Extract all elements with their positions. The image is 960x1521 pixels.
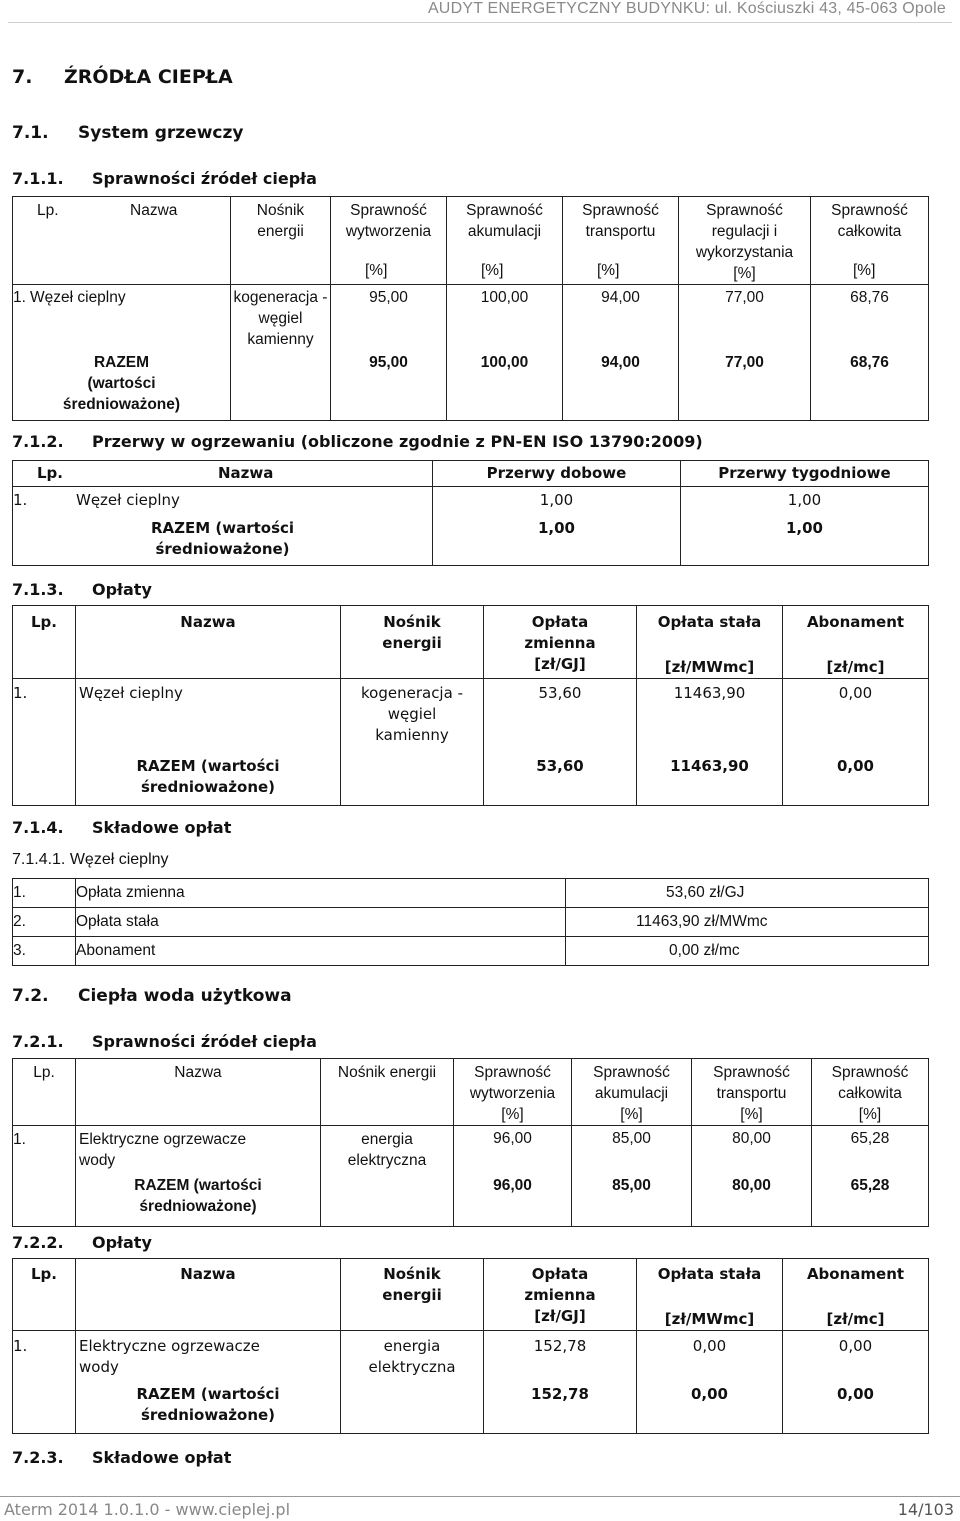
total-abonament: 0,00 [783,751,929,806]
unit-label: [zł/mc] [826,658,885,676]
subsection-number: 7.2. [12,986,49,1006]
row-akumulacji: 85,00 [572,1126,692,1172]
col-header-oplata-stala: Opłata stała [657,613,762,631]
col-header-nosnik: Nośnik energii [256,202,305,240]
subsection-title: Składowe opłat [92,1448,232,1467]
row-oplata-stala: 0,00 [637,1331,783,1381]
col-header-nosnik: Nośnik energii [382,613,442,652]
subsection-number: 7.1. [12,123,49,143]
unit-label: [%] [365,262,388,279]
total-akumulacji: 85,00 [572,1171,692,1226]
table-row [13,879,929,908]
table-row [13,1126,929,1172]
total-wytworzenia: 96,00 [454,1171,572,1226]
total-transportu: 94,00 [563,350,679,420]
row-wytworzenia: 95,00 [331,285,447,351]
subsection-title: Ciepła woda użytkowa [78,986,292,1006]
row-transportu: 80,00 [692,1126,812,1172]
table-total-row [13,350,929,420]
row-value: 53,60 zł/GJ [566,879,929,908]
fees-table [12,605,929,806]
total-regulacji: 77,00 [679,350,811,420]
row-nosnik: energia elektryczna [368,1337,456,1376]
fee-components-table [12,878,929,966]
col-header-lp: Lp. [37,464,63,482]
col-header-tygodniowe: Przerwy tygodniowe [681,461,929,487]
subsection-title: Opłaty [92,1233,152,1252]
col-header-regulacji: Sprawność regulacji i wykorzystania [%] [695,202,794,282]
section-number: 7. [12,66,33,88]
unit-label: [%] [853,262,876,279]
footer-software-credit: Aterm 2014 1.0.1.0 - www.cieplej.pl [4,1500,291,1519]
table-header-row [13,1259,929,1331]
col-header-dobowe: Przerwy dobowe [433,461,681,487]
row-label: Abonament [76,937,566,966]
total-transportu: 80,00 [692,1171,812,1226]
row-nazwa: Węzeł cieplny [30,289,126,306]
row-lp: 1. [13,879,76,908]
unit-label: [zł/MWmc] [664,658,755,676]
col-header-wytworzenia: Sprawność wytworzenia [345,202,432,240]
subsection-number: 7.1.3. [12,580,64,599]
subsection-number: 7.2.1. [12,1032,64,1051]
col-header-nazwa: Nazwa [218,464,274,482]
header-divider [8,22,952,23]
col-header-akumulacji: Sprawność akumulacji [466,202,543,240]
dhw-efficiency-table [12,1058,929,1227]
row-lp: 1. [13,289,26,306]
section-title: ŹRÓDŁA CIEPŁA [64,66,233,88]
table-header-row [13,197,929,285]
total-calkowita: 68,76 [811,350,929,420]
col-header-lp: Lp. [37,202,59,219]
total-label: RAZEM (wartości średnioważone) [150,518,295,558]
table-header-row [13,461,929,487]
footer-divider [0,1496,960,1497]
page-number: 14/103 [897,1500,954,1519]
row-lp: 1. [13,1126,76,1172]
total-label: RAZEM (wartości średnioważone) [134,1177,262,1215]
table-row [13,285,929,351]
row-oplata-zmienna: 53,60 [484,679,637,751]
total-calkowita: 65,28 [812,1171,929,1226]
unit-label: [%] [597,262,620,279]
table-header-row [13,606,929,679]
table-total-row [13,751,929,806]
row-nosnik: energia elektryczna [347,1131,427,1169]
col-header-wytworzenia: Sprawność wytworzenia [%] [469,1064,556,1123]
subsection-number: 7.2.3. [12,1448,64,1467]
row-akumulacji: 100,00 [447,285,563,351]
row-value: 0,00 zł/mc [566,937,929,966]
unit-label: [%] [481,262,504,279]
col-header-nazwa: Nazwa [76,606,341,679]
col-header-nazwa: Nazwa [76,1259,341,1331]
col-header-abonament: Abonament [806,1265,905,1283]
col-header-oplata-zmienna: Opłata zmienna [zł/GJ] [524,613,596,673]
total-oplata-zmienna: 152,78 [484,1381,637,1434]
row-wytworzenia: 96,00 [454,1126,572,1172]
subsection-title: Sprawności źródeł ciepła [92,1032,317,1051]
total-akumulacji: 100,00 [447,350,563,420]
col-header-oplata-zmienna: Opłata zmienna [zł/GJ] [524,1265,596,1325]
total-wytworzenia: 95,00 [331,350,447,420]
row-nazwa: Elektryczne ogrzewacze wody [79,1131,247,1169]
row-dobowe: 1,00 [433,487,681,514]
dhw-fees-table [12,1258,929,1434]
col-header-akumulacji: Sprawność akumulacji [%] [593,1064,670,1123]
col-header-lp: Lp. [13,1259,76,1331]
subsection-title: Składowe opłat [92,818,232,837]
row-nosnik: kogeneracja - węgiel kamienny [233,289,328,348]
sub-subsection-title: 7.1.4.1. Węzeł cieplny [12,851,169,868]
total-oplata-zmienna: 53,60 [484,751,637,806]
row-lp: 1. [13,679,76,751]
table-row [13,937,929,966]
total-label: RAZEM (wartości średnioważone) [136,756,280,796]
row-transportu: 94,00 [563,285,679,351]
row-value: 11463,90 zł/MWmc [566,908,929,937]
col-header-transportu: Sprawność transportu [%] [713,1064,790,1123]
row-lp: 2. [13,908,76,937]
row-nosnik: kogeneracja - węgiel kamienny [361,684,463,744]
subsection-title: System grzewczy [78,123,244,143]
col-header-nazwa: Nazwa [76,1059,321,1126]
total-tygodniowe: 1,00 [681,514,929,566]
heating-breaks-table [12,460,929,566]
row-nazwa: Węzeł cieplny [76,679,341,751]
table-total-row [13,514,929,566]
row-lp: 3. [13,937,76,966]
subsection-title: Opłaty [92,580,152,599]
col-header-transportu: Sprawność transportu [582,202,659,240]
row-label: Opłata zmienna [76,879,566,908]
row-regulacji: 77,00 [679,285,811,351]
total-label: RAZEM (wartości średnioważone) [136,1384,280,1424]
table-row [13,1331,929,1381]
col-header-lp: Lp. [13,606,76,679]
unit-label: [zł/MWmc] [664,1310,755,1328]
total-label: RAZEM (wartości średnioważone) [62,354,181,413]
table-row [13,908,929,937]
total-oplata-stala: 11463,90 [637,751,783,806]
table-total-row [13,1381,929,1434]
table-total-row [13,1171,929,1226]
table-row [13,487,929,514]
row-oplata-stala: 11463,90 [637,679,783,751]
heat-source-efficiency-table [12,196,929,421]
col-header-calkowita: Sprawność całkowita [%] [831,1064,909,1123]
subsection-title: Sprawności źródeł ciepła [92,169,317,188]
subsection-number: 7.1.1. [12,169,64,188]
row-nazwa: Węzeł cieplny [76,491,180,509]
row-lp: 1. [13,1331,76,1381]
table-row [13,679,929,751]
table-header-row [13,1059,929,1126]
subsection-title: Przerwy w ogrzewaniu (obliczone zgodnie z PN-EN ISO 13790:2009) [92,432,703,451]
col-header-nazwa: Nazwa [130,202,178,219]
col-header-lp: Lp. [13,1059,76,1126]
subsection-number: 7.2.2. [12,1233,64,1252]
col-header-calkowita: Sprawność całkowita [831,202,908,240]
total-oplata-stala: 0,00 [637,1381,783,1434]
col-header-nosnik: Nośnik energii [382,1265,442,1304]
col-header-oplata-stala: Opłata stała [657,1265,762,1283]
row-lp: 1. [13,491,28,509]
row-oplata-zmienna: 152,78 [484,1331,637,1381]
row-nazwa: Elektryczne ogrzewacze wody [79,1337,260,1376]
page-header-text: AUDYT ENERGETYCZNY BUDYNKU: ul. Kościuszki 43, 45-063 Opole [427,0,946,17]
col-header-abonament: Abonament [806,613,905,631]
row-abonament: 0,00 [783,1331,929,1381]
page-header [0,0,960,20]
row-calkowita: 68,76 [811,285,929,351]
row-abonament: 0,00 [783,679,929,751]
row-calkowita: 65,28 [812,1126,929,1172]
subsection-number: 7.1.4. [12,818,64,837]
subsection-number: 7.1.2. [12,432,64,451]
unit-label: [zł/mc] [826,1310,885,1328]
row-label: Opłata stała [76,908,566,937]
total-abonament: 0,00 [783,1381,929,1434]
total-dobowe: 1,00 [433,514,681,566]
col-header-nosnik: Nośnik energii [321,1059,454,1126]
row-tygodniowe: 1,00 [681,487,929,514]
